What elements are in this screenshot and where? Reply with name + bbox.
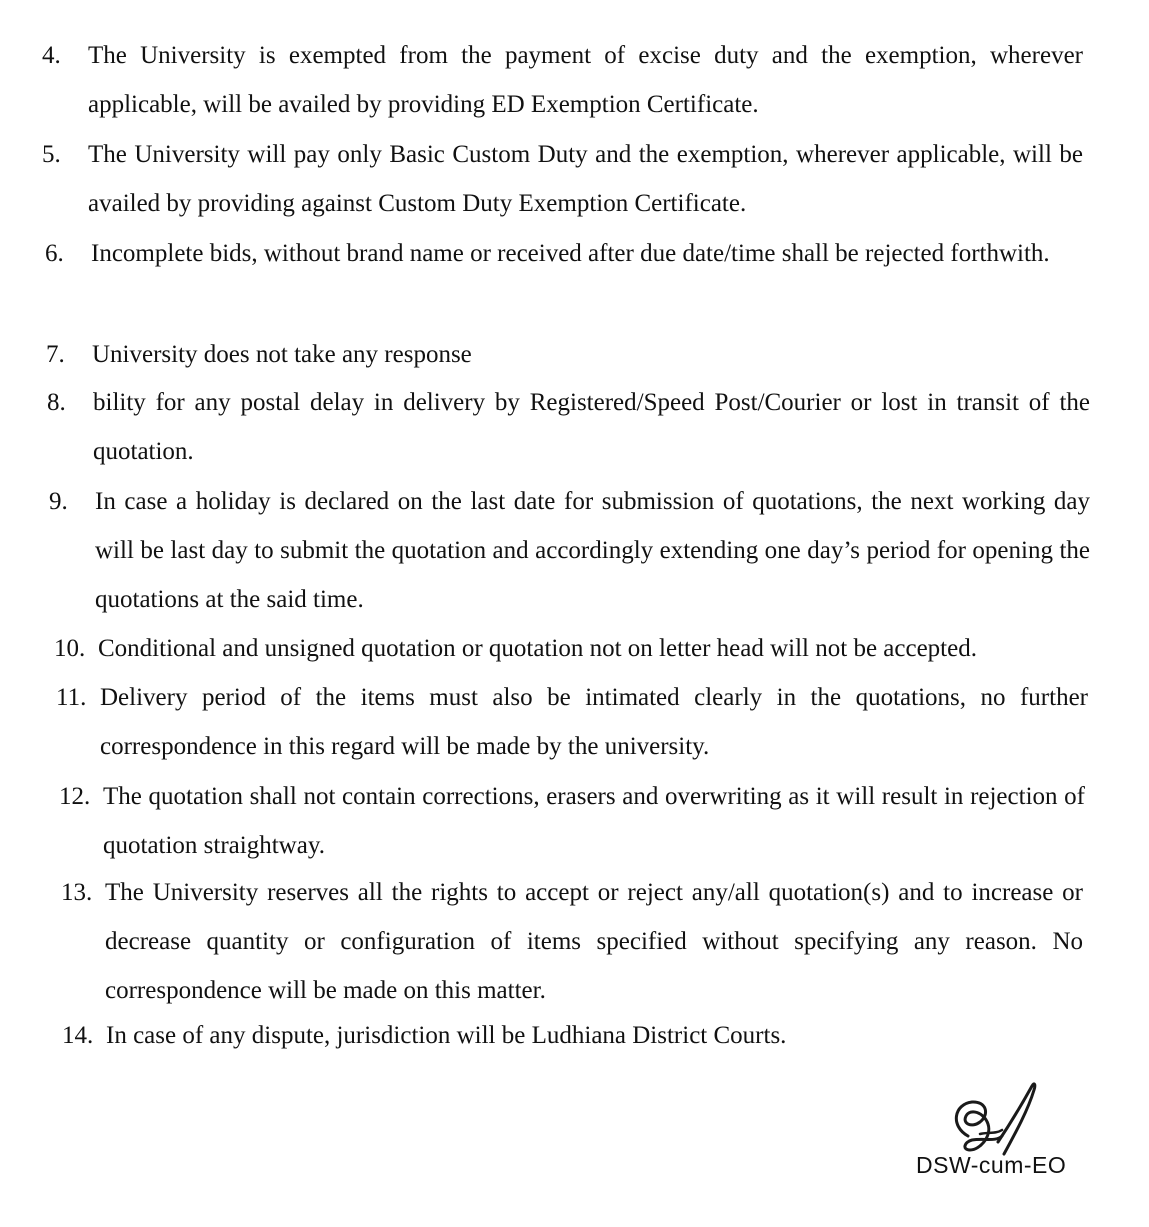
clause-number: 4. [42,42,61,69]
clause-text: The University will pay only Basic Custom Duty and the exemption, wherever applicable, will be availed by providing against Custom Duty Exemption Certificate. [88,141,1083,217]
clause-text: The quotation shall not contain corrections, erasers and overwriting as it will result in rejection of quotation straightway. [103,783,1085,859]
signature-block [900,1078,1100,1188]
clause-text: bility for any postal delay in delivery by Registered/Speed Post/Courier or lost in transit of the quotation. [93,389,1090,465]
clause-11 [56,673,1088,771]
clause-number: 10. [54,635,86,662]
clause-number: 11. [56,684,87,711]
clause-7 [46,330,1087,379]
clause-text: University does not take any response [92,341,472,368]
clause-text: Incomplete bids, without brand name or received after due date/time shall be rejected forthwith. [91,240,1050,267]
clause-9 [49,477,1090,624]
clause-4 [42,31,1083,129]
clause-14 [62,1011,1084,1060]
clause-number: 13. [61,879,93,906]
clause-8 [47,378,1090,476]
signatory-designation: DSW-cum-EO [916,1152,1067,1178]
clause-number: 5. [42,141,61,168]
clause-text: In case a holiday is declared on the last date for submission of quotations, the next working day will be last day to submit the quotation and accordingly extending one day’s period for opening the quotations at the said time. [95,488,1090,613]
clause-number: 8. [47,389,66,416]
clause-number: 7. [46,341,65,368]
clause-number: 6. [45,240,64,267]
clause-text: The University is exempted from the payment of excise duty and the exemption, wherever applicable, will be availed by providing ED Exemption Certificate. [88,42,1083,118]
clause-number: 9. [49,488,68,515]
clause-text: Conditional and unsigned quotation or quotation not on letter head will not be accepted. [98,635,977,662]
clause-number: 14. [62,1022,94,1049]
clause-5 [42,130,1083,228]
clause-text: The University reserves all the rights to accept or reject any/all quotation(s) and to increase or decrease quantity or configuration of items specified without specifying any reason. No correspondence will be made on this matter. [105,879,1083,1004]
clause-6 [45,229,1088,278]
clause-number: 12. [59,783,91,810]
clause-12 [59,772,1085,870]
clause-10 [54,624,1088,673]
clause-text: In case of any dispute, jurisdiction will be Ludhiana District Courts. [106,1022,787,1049]
clause-13 [61,868,1083,1015]
clause-text: Delivery period of the items must also be intimated clearly in the quotations, no further correspondence in this regard will be made by the university. [100,684,1088,760]
